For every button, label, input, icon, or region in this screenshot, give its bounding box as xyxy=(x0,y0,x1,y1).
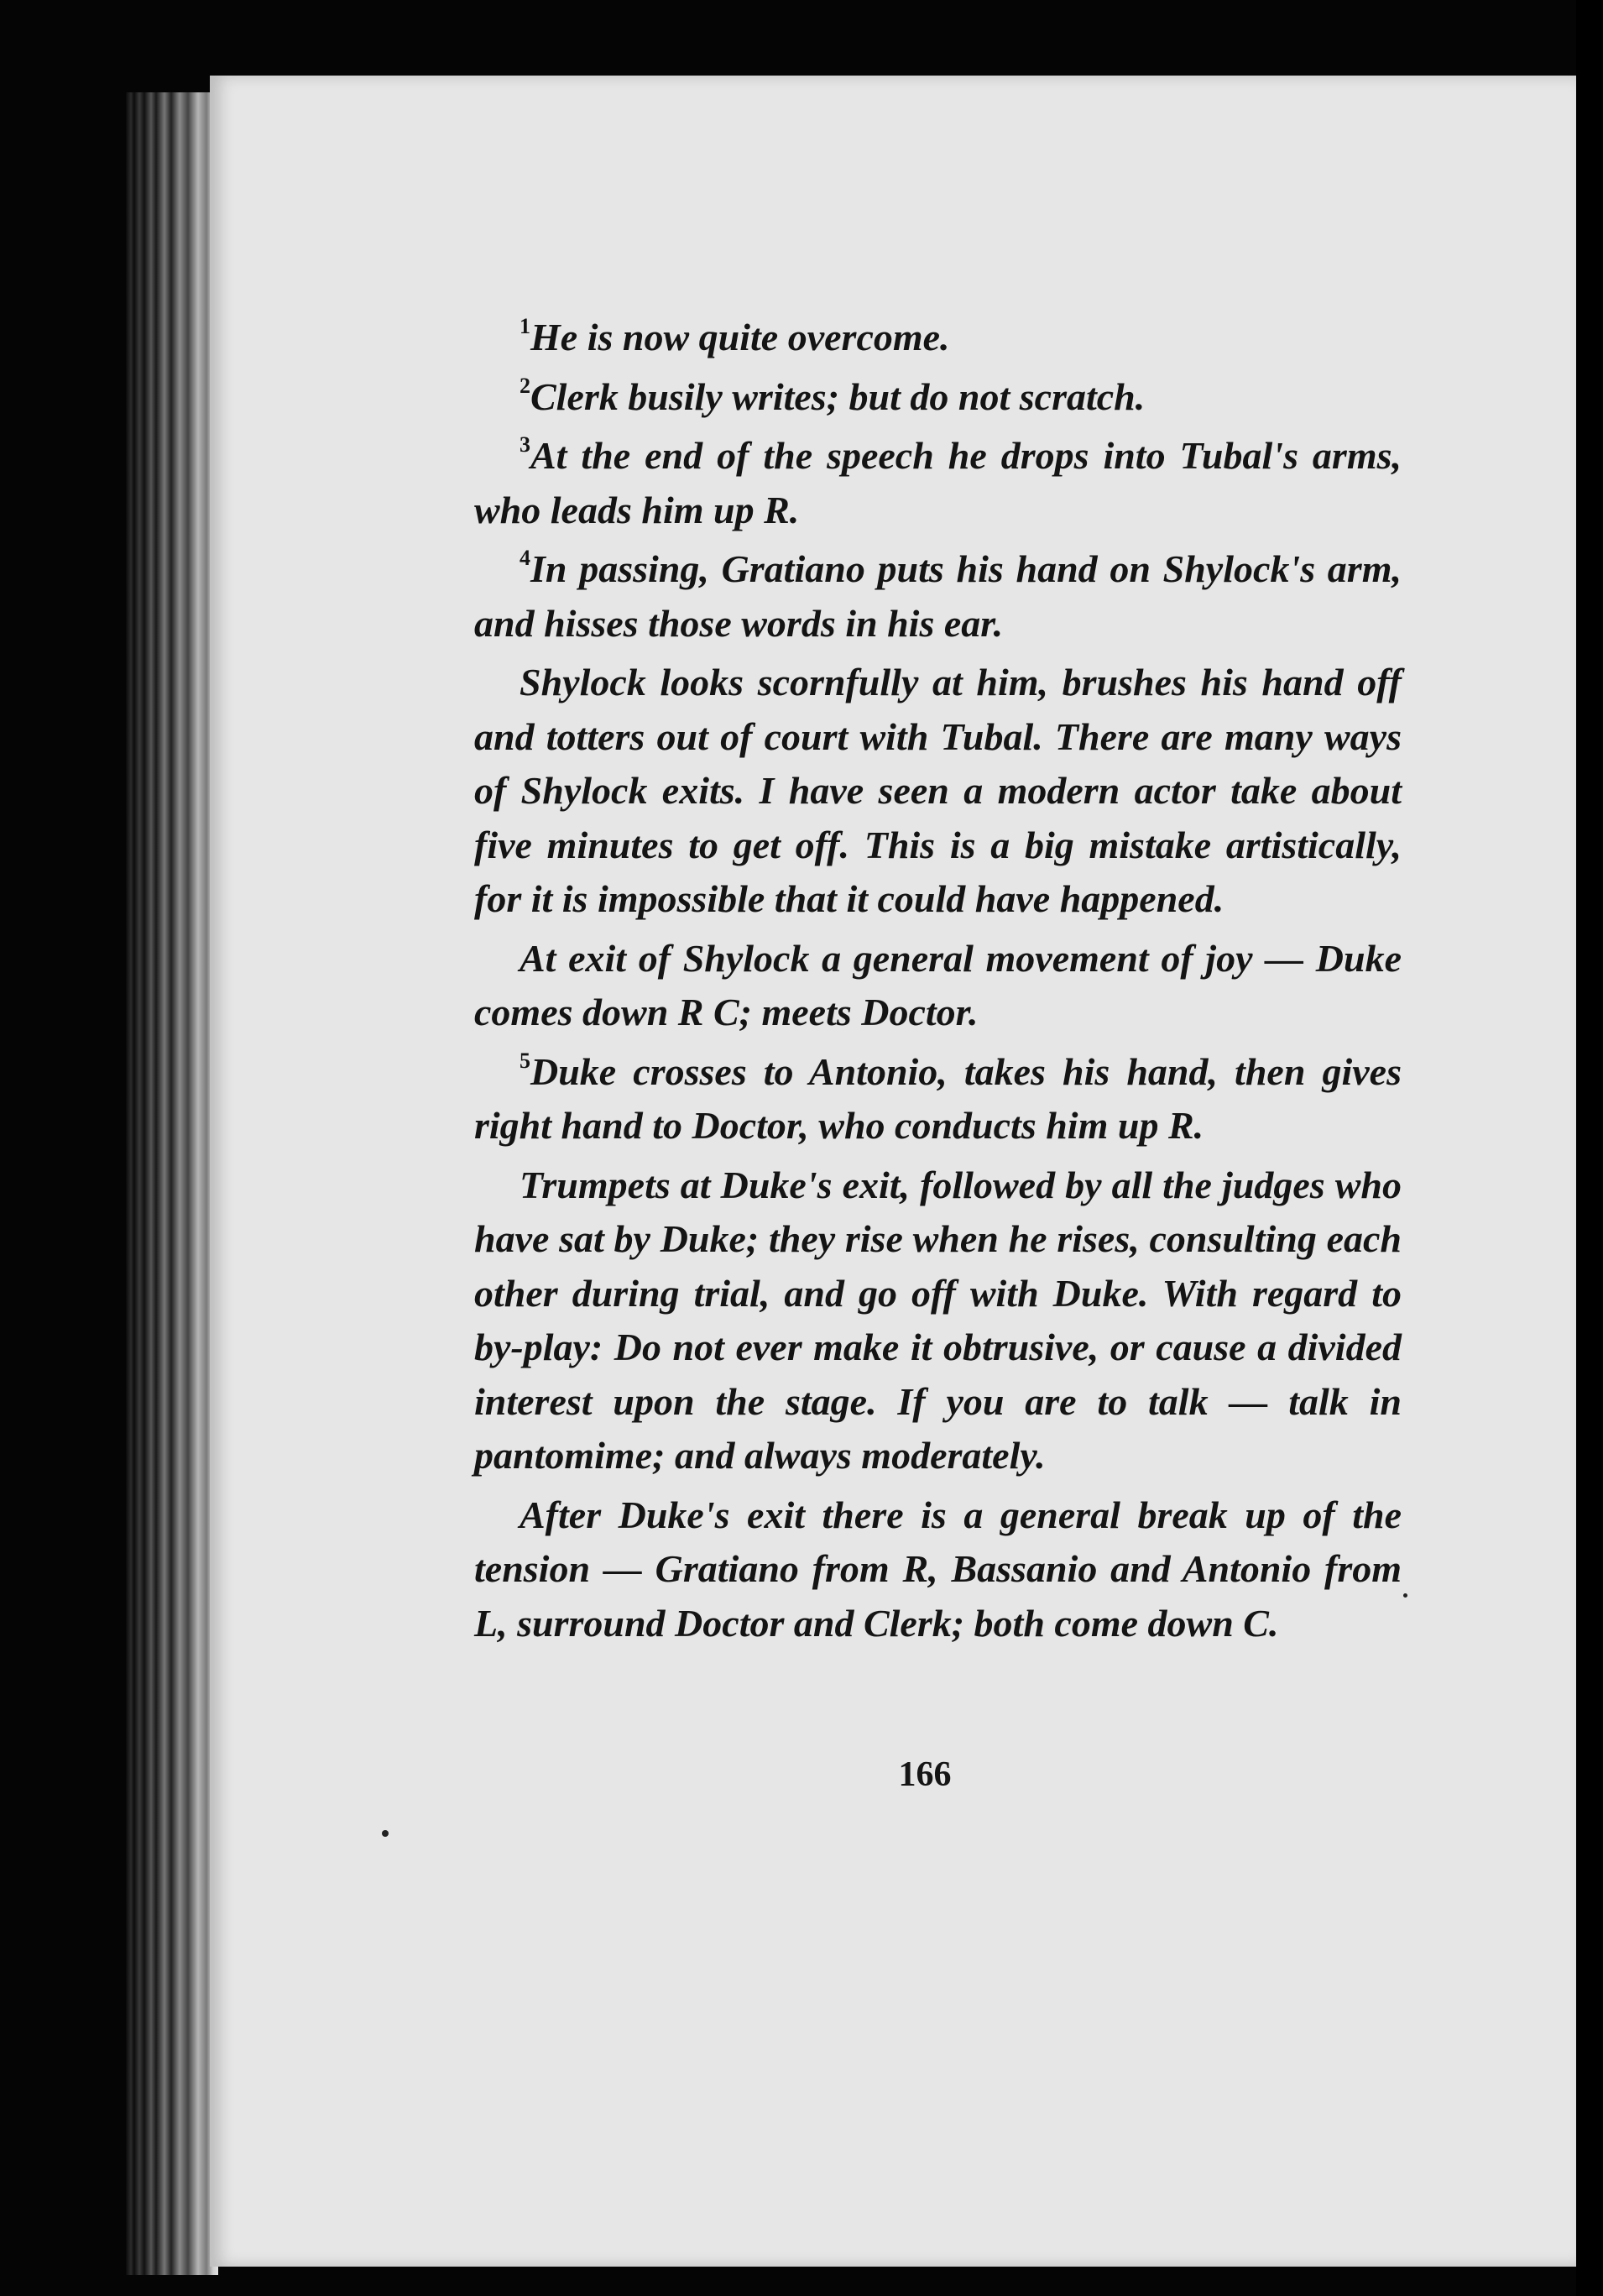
paragraph-text: Duke crosses to Antonio, takes his hand, then gives right hand to Doctor, who conducts him up R. xyxy=(474,1049,1402,1147)
paragraph-text: At exit of Shylock a general movement of joy — Duke comes down R C; meets Doctor. xyxy=(474,936,1402,1033)
footnote-4 xyxy=(474,542,1402,651)
paragraph-text: In passing, Gratiano puts his hand on Shylock's arm, and hisses those words in his ear. xyxy=(474,547,1402,645)
footnote-marker: 5 xyxy=(520,1048,530,1073)
paragraph xyxy=(474,932,1402,1040)
footnote-marker: 3 xyxy=(520,432,530,457)
page-text xyxy=(474,311,1402,1655)
paragraph xyxy=(474,1158,1402,1483)
scan-right-edge xyxy=(1576,0,1603,2296)
footnote-marker: 1 xyxy=(520,314,530,338)
footnote-marker: 2 xyxy=(520,373,530,398)
dust-speck xyxy=(382,1830,389,1837)
paragraph-text: Clerk busily writes; but do not scratch. xyxy=(530,374,1146,418)
paragraph-text: At the end of the speech he drops into Tubal's arms, who leads him up R. xyxy=(474,434,1402,531)
footnote-2 xyxy=(474,370,1402,425)
footnote-3 xyxy=(474,429,1402,537)
footnote-5 xyxy=(474,1045,1402,1153)
paragraph-text: After Duke's exit there is a general break up of the tension — Gratiano from R, Bassanio and Antonio from L, surround Doctor and Clerk; both come down C. xyxy=(474,1493,1402,1645)
page-number: 166 xyxy=(898,1755,952,1794)
footnote-marker: 4 xyxy=(520,546,530,570)
footnote-1 xyxy=(474,311,1402,365)
dust-speck xyxy=(1403,1593,1407,1598)
book-binding-edge xyxy=(126,92,218,2275)
paragraph-text: He is now quite overcome. xyxy=(530,316,950,358)
paragraph-text: Shylock looks scornfully at him, brushes his hand off and totters out of court with Tubal. There are many ways of Shylock exits. I have seen a modern actor take about five minutes to get off. This is a big mistake artistically, for it is impossible that it could have happened. xyxy=(474,661,1402,920)
paragraph xyxy=(474,656,1402,927)
paragraph-text: Trumpets at Duke's exit, followed by all the judges who have sat by Duke; they rise when he rises, consulting each other during trial, and go off with Duke. With regard to by-play: Do not ever make it obtrusive, or cause a divided interest upon the stage. If you are to talk — talk in pantomime; and always moderately. xyxy=(474,1163,1402,1477)
paragraph xyxy=(474,1488,1402,1651)
